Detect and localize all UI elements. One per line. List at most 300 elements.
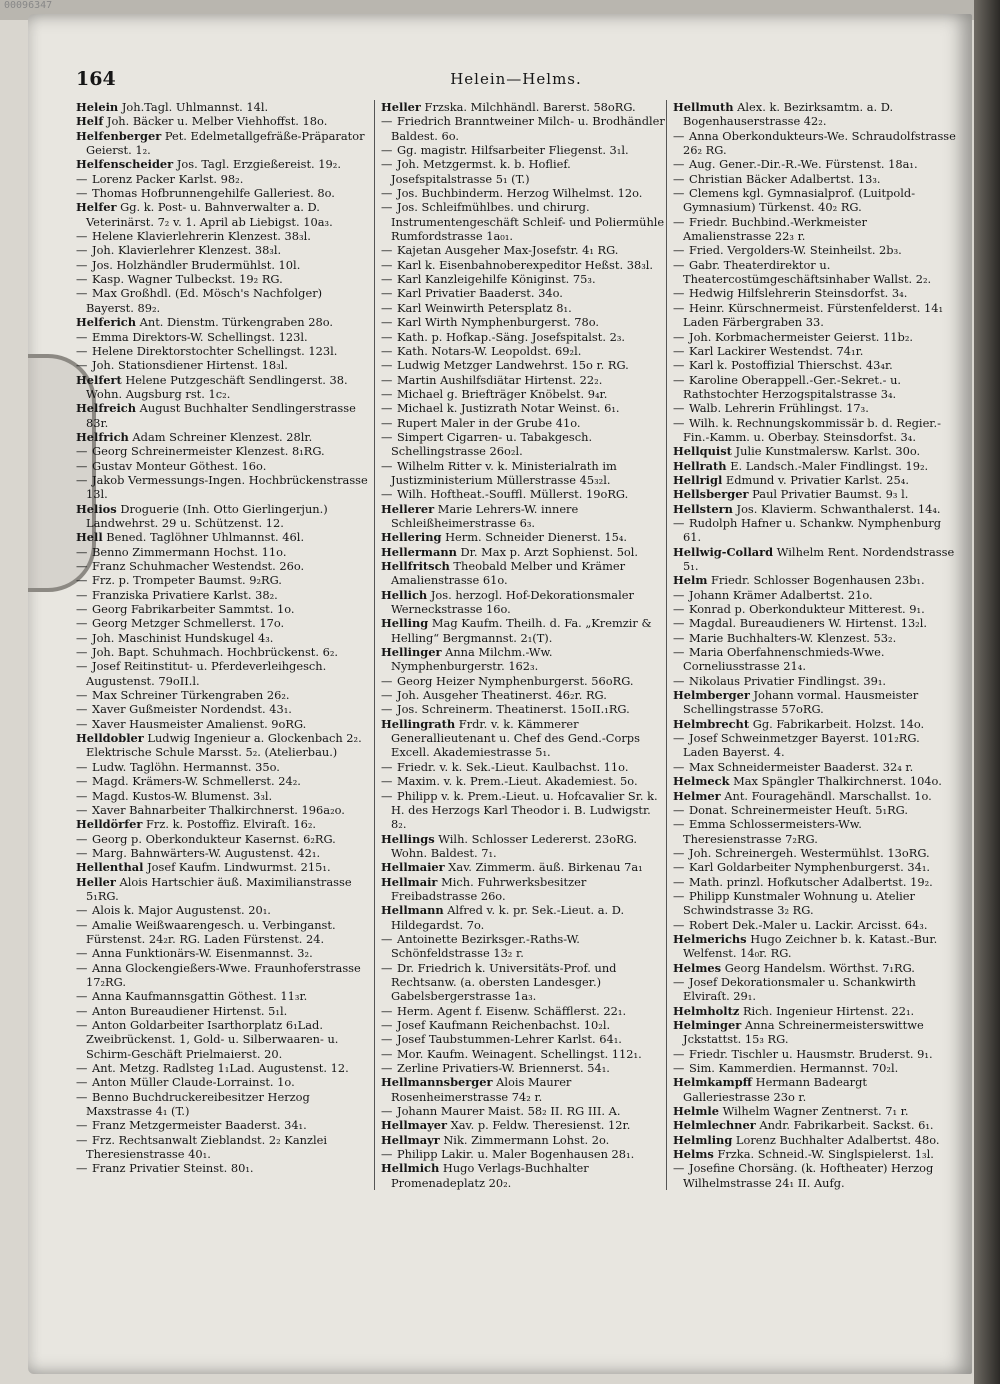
entry-surname: Hellmuth (673, 100, 734, 114)
entry-details: E. Landsch.-Maler Findlingst. 19₂. (730, 458, 929, 473)
entry-surname: Helmbrecht (673, 716, 750, 731)
directory-entry (381, 832, 669, 861)
directory-entry (673, 918, 957, 932)
continuation-dash: — (76, 1089, 88, 1104)
entry-details: Lorenz Packer Karlst. 98₂. (92, 171, 244, 186)
continuation-dash: — (76, 559, 88, 573)
directory-entry (76, 114, 368, 128)
directory-entry (381, 258, 669, 272)
entry-surname: Helldobler (76, 731, 144, 746)
directory-entry (76, 1133, 368, 1162)
entry-details: Anna Oberkondukteurs-We. Schraudolfstrasse 26₂ RG. (683, 128, 956, 158)
directory-entry (673, 172, 957, 186)
entry-details: Pet. Edelmetallgefräße-Präparator Geierst. 1₂. (86, 128, 365, 158)
directory-entry (673, 358, 957, 372)
continuation-dash: — (76, 774, 88, 789)
continuation-dash: — (381, 1003, 393, 1018)
entry-details: Benno Zimmermann Hochst. 11o. (92, 544, 287, 559)
directory-entry (381, 875, 669, 904)
entry-details: Nik. Zimmermann Lohst. 2o. (443, 1132, 610, 1147)
continuation-dash: — (381, 931, 393, 946)
directory-entry (76, 961, 368, 990)
continuation-dash: — (673, 731, 685, 746)
directory-entry (673, 1118, 957, 1132)
entry-details: Josef Dekorationsmaler u. Schankwirth Elviraſt. 29₁. (683, 974, 916, 1004)
continuation-dash: — (673, 372, 685, 387)
entry-surname: Helms (673, 1147, 714, 1162)
continuation-dash: — (381, 243, 393, 258)
continuation-dash: — (76, 759, 88, 774)
directory-entry (381, 200, 669, 243)
directory-entry (381, 688, 669, 702)
entry-details: Herm. Agent f. Eisenw. Schäfflerst. 22₁. (397, 1003, 627, 1018)
entry-surname: Helmeck (673, 774, 730, 789)
entry-details: Kajetan Ausgeher Max-Josefstr. 4₁ RG. (397, 243, 619, 258)
directory-entry (76, 1018, 368, 1061)
entry-details: Anton Müller Claude-Lorrainst. 1o. (92, 1075, 295, 1090)
directory-entry (381, 1075, 669, 1104)
directory-entry (76, 100, 368, 114)
entry-surname: Hellmannsberger (381, 1075, 493, 1090)
entry-surname: Heller (76, 874, 116, 889)
directory-entry (381, 114, 669, 143)
continuation-dash: — (673, 874, 685, 889)
directory-entry (673, 889, 957, 918)
directory-entry (381, 1161, 669, 1190)
continuation-dash: — (76, 845, 88, 860)
entry-details: Franz Metzgermeister Baaderst. 34₁. (92, 1118, 307, 1133)
entry-details: Droguerie (Inh. Otto Gierlingerjun.) Landwehrst. 29 u. Schützenst. 12. (86, 501, 328, 530)
entry-details: Maxim. v. k. Prem.-Lieut. Akademiest. 5o. (397, 774, 638, 789)
entry-surname: Hellings (381, 831, 435, 846)
continuation-dash: — (673, 243, 685, 258)
entry-details: Edmund v. Privatier Karlst. 25₄. (725, 472, 909, 487)
continuation-dash: — (673, 286, 685, 301)
continuation-dash: — (381, 688, 393, 703)
entry-surname: Helldörfer (76, 817, 143, 832)
continuation-dash: — (381, 401, 393, 416)
entry-surname: Helfenberger (76, 128, 162, 143)
directory-entry (76, 344, 368, 358)
directory-entry (76, 373, 368, 402)
entry-details: Xaver Gußmeister Nordendst. 43₁. (92, 702, 292, 717)
entry-details: Math. prinzl. Hofkutscher Adalbertst. 19₂. (689, 874, 933, 889)
entry-surname: Hellquist (673, 444, 732, 459)
directory-entry (381, 932, 669, 961)
entry-details: Thomas Hofbrunnengehilfe Galleriest. 8o. (92, 186, 335, 201)
entry-details: Dr. Max p. Arzt Sophienst. 5ol. (460, 544, 639, 559)
continuation-dash: — (381, 673, 393, 688)
entry-details: Georg Handelsm. Wörthst. 7₁RG. (724, 960, 915, 975)
entry-details: Joh. Schreinergeh. Westermühlst. 13oRG. (689, 845, 930, 860)
entry-details: Ant. Dienstm. Türkengraben 28o. (139, 315, 334, 330)
entry-details: Marie Buchhalters-W. Klenzest. 53₂. (689, 630, 897, 645)
entry-details: Mag Kaufm. Theilh. d. Fa. „Kremzir & Helling“ Bergmannst. 2₁(T). (391, 616, 652, 645)
continuation-dash: — (673, 817, 685, 832)
entry-details: Adam Schreiner Klenzest. 28lr. (132, 429, 313, 444)
directory-entry (381, 459, 669, 488)
continuation-dash: — (76, 1003, 88, 1018)
continuation-dash: — (76, 903, 88, 918)
directory-entry (673, 100, 957, 129)
entry-details: Anna Milchm.-Ww. Nymphenburgerstr. 162₃. (391, 645, 553, 674)
directory-entry (76, 817, 368, 831)
entry-details: Jakob Vermessungs-Ingen. Hochbrückenstrasse 13l. (86, 472, 368, 502)
directory-entry (76, 602, 368, 616)
directory-entry (381, 330, 669, 344)
entry-details: Gg. Fabrikarbeit. Holzst. 14o. (752, 716, 925, 731)
directory-entry (76, 903, 368, 917)
entry-details: Fried. Vergolders-W. Steinheilst. 2b₃. (689, 243, 902, 258)
entry-surname: Helminger (673, 1018, 742, 1032)
directory-entry (673, 373, 957, 402)
continuation-dash: — (76, 358, 88, 373)
continuation-dash: — (76, 329, 88, 344)
continuation-dash: — (76, 171, 88, 186)
continuation-dash: — (673, 802, 685, 817)
directory-entry (381, 1061, 669, 1075)
directory-entry (76, 731, 368, 760)
entry-surname: Hellstern (673, 501, 733, 516)
directory-entry (381, 1032, 669, 1046)
entry-details: Hugo Verlags-Buchhalter Promenadeplatz 20₂. (391, 1161, 589, 1190)
directory-entry (673, 301, 957, 330)
continuation-dash: — (76, 688, 88, 703)
entry-details: Jos. Schreinerm. Theatinerst. 15oII.₁RG. (397, 702, 630, 717)
entry-details: Wilhelm Rent. Nordendstrasse 5₁. (683, 544, 955, 573)
entry-details: Antoinette Bezirksger.-Raths-W. Schönfeldstrasse 13₂ r. (391, 931, 580, 961)
continuation-dash: — (673, 616, 685, 631)
directory-entry (381, 1133, 669, 1147)
directory-entry (76, 803, 368, 817)
continuation-dash: — (76, 458, 88, 473)
continuation-dash: — (381, 286, 393, 301)
directory-entry (381, 401, 669, 415)
directory-entry (381, 559, 669, 588)
entry-details: Johann vormal. Hausmeister Schellingstrasse 57oRG. (683, 688, 919, 717)
entry-details: Philipp Lakir. u. Maler Bogenhausen 28₁. (397, 1147, 635, 1162)
directory-entry (673, 717, 957, 731)
directory-entry (381, 430, 669, 459)
entry-details: Xav. Zimmerm. äuß. Birkenau 7a₁ (448, 860, 643, 875)
entry-details: Georg p. Oberkondukteur Kasernst. 6₂RG. (92, 831, 336, 846)
entry-surname: Hellmair (381, 874, 438, 889)
continuation-dash: — (673, 1161, 685, 1176)
entry-details: Johann Maurer Maist. 58₂ II. RG III. A. (397, 1104, 621, 1119)
directory-entry (381, 358, 669, 372)
continuation-dash: — (381, 300, 393, 315)
entry-details: Xaver Hausmeister Amalienst. 9oRG. (92, 716, 307, 731)
continuation-dash: — (381, 1046, 393, 1061)
directory-entry (76, 473, 368, 502)
entry-details: Walb. Lehrerin Frühlingst. 17₃. (689, 401, 869, 416)
entry-details: Julie Kunstmalersw. Karlst. 30o. (735, 444, 921, 459)
continuation-dash: — (673, 329, 685, 344)
entry-details: Magdal. Bureaudieners W. Hirtenst. 13₂l. (689, 616, 928, 631)
continuation-dash: — (381, 774, 393, 789)
directory-entry (76, 860, 368, 874)
directory-entry (76, 315, 368, 329)
entry-details: Alois k. Major Augustenst. 20₁. (92, 903, 271, 918)
directory-entry (76, 1061, 368, 1075)
directory-entry (381, 243, 669, 257)
entry-details: Karoline Oberappell.-Ger.-Sekret.- u. Rathstochter Herzogspitalstrasse 3₄. (683, 372, 902, 401)
directory-entry (76, 530, 368, 544)
continuation-dash: — (673, 401, 685, 416)
entry-details: Joh.Tagl. Uhlmannst. 14l. (121, 100, 269, 114)
entry-surname: Hellrigl (673, 472, 723, 487)
entry-details: Christian Bäcker Adalbertst. 13₃. (689, 171, 881, 186)
entry-surname: Hellerer (381, 501, 435, 516)
continuation-dash: — (381, 315, 393, 330)
continuation-dash: — (673, 128, 685, 143)
entry-details: Joh. Bapt. Schuhmach. Hochbrückenst. 6₂. (92, 645, 339, 660)
directory-entry (76, 1075, 368, 1089)
entry-details: Gg. k. Post- u. Bahnverwalter a. D. Veterinärst. 7₂ v. 1. April ab Liebigst. 10a₃. (86, 200, 333, 229)
directory-entry (673, 473, 957, 487)
directory-entry (76, 573, 368, 587)
entry-details: Donat. Schreinermeister Heuſt. 5₁RG. (689, 802, 908, 817)
continuation-dash: — (673, 974, 685, 989)
directory-entry (673, 1075, 957, 1104)
continuation-dash: — (76, 645, 88, 660)
directory-entry (381, 616, 669, 645)
entry-details: Mor. Kaufm. Weinagent. Schellingst. 112₁. (397, 1046, 642, 1061)
directory-entry (673, 573, 957, 587)
directory-entry (673, 645, 957, 674)
entry-details: Mich. Fuhrwerksbesitzer Freibadstrasse 26o. (391, 874, 587, 903)
directory-entry (381, 717, 669, 760)
entry-details: Jos. Klavierm. Schwanthalerst. 14₄. (736, 501, 941, 516)
entry-details: Andr. Fabrikarbeit. Sackst. 6₁. (759, 1118, 934, 1133)
entry-details: Hedwig Hilfslehrerin Steinsdorfst. 3₄. (689, 286, 908, 301)
continuation-dash: — (673, 860, 685, 875)
continuation-dash: — (673, 358, 685, 373)
continuation-dash: — (381, 386, 393, 401)
directory-entry (673, 875, 957, 889)
directory-entry (673, 961, 957, 975)
entry-details: Josefine Chorsäng. (k. Hoftheater) Herzog Wilhelmstrasse 24₁ II. Aufg. (683, 1161, 934, 1190)
directory-entry (673, 760, 957, 774)
entry-details: Theobald Melber und Krämer Amalienstrasse 61o. (391, 559, 626, 588)
continuation-dash: — (673, 257, 685, 272)
directory-entry (673, 157, 957, 171)
entry-details: Josef Reitinstitut- u. Pferdeverleihgesch. Augustenst. 79oII.l. (86, 659, 327, 688)
entry-details: Josef Kaufmann Reichenbachst. 10₂l. (397, 1018, 611, 1032)
continuation-dash: — (381, 759, 393, 774)
entry-details: Franz Schuhmacher Westendst. 26o. (92, 559, 305, 573)
entry-surname: Helmle (673, 1104, 719, 1119)
continuation-dash: — (673, 845, 685, 860)
directory-entry (76, 286, 368, 315)
entry-details: Robert Dek.-Maler u. Lackir. Arcisst. 64₃. (689, 917, 928, 932)
entry-details: Hermann Badeargt Galleriestrasse 23o r. (683, 1075, 867, 1104)
entry-surname: Helein (76, 100, 119, 114)
directory-entry (673, 502, 957, 516)
entry-details: Georg Heizer Nymphenburgerst. 56oRG. (397, 673, 634, 688)
entry-surname: Helmer (673, 788, 721, 803)
continuation-dash: — (381, 1147, 393, 1162)
entry-details: Dr. Friedrich k. Universitäts-Prof. und Rechtsanw. (a. obersten Landesger.) Gabelsbergerstrasse 1a₃. (391, 960, 617, 1004)
directory-entry (76, 1118, 368, 1132)
directory-entry (381, 674, 669, 688)
entry-surname: Helmes (673, 960, 722, 975)
directory-entry (381, 702, 669, 716)
entry-details: Magd. Krämers-W. Schmellerst. 24₂. (92, 774, 301, 789)
entry-details: Karl Lackirer Westendst. 74₁r. (689, 343, 864, 358)
entry-details: Wilh. k. Rechnungskommissär b. d. Regier.-Fin.-Kamm. u. Oberbay. Steinsdorfst. 3₄. (683, 415, 941, 444)
page-header (76, 68, 956, 94)
entry-details: Anton Bureaudiener Hirtenst. 5₁l. (92, 1003, 288, 1018)
entry-details: Marg. Bahnwärters-W. Augustenst. 42₁. (92, 845, 321, 860)
directory-entry (76, 502, 368, 531)
entry-details: Gg. magistr. Hilfsarbeiter Fliegenst. 3₁l. (397, 143, 629, 158)
entry-surname: Hellenthal (76, 860, 144, 875)
entry-details: Ludw. Taglöhn. Hermannst. 35o. (92, 759, 280, 774)
continuation-dash: — (76, 1118, 88, 1133)
continuation-dash: — (76, 573, 88, 588)
continuation-dash: — (673, 214, 685, 229)
continuation-dash: — (76, 1018, 88, 1032)
directory-entry (673, 186, 957, 215)
continuation-dash: — (76, 444, 88, 459)
directory-entry (673, 774, 957, 788)
entry-details: Wilh. Hoftheat.-Souffl. Müllerst. 19oRG. (397, 487, 629, 502)
continuation-dash: — (673, 415, 685, 430)
directory-entry (673, 129, 957, 158)
continuation-dash: — (673, 917, 685, 932)
directory-entry (76, 789, 368, 803)
directory-entry (381, 344, 669, 358)
directory-entry (381, 789, 669, 832)
directory-entry (673, 1061, 957, 1075)
continuation-dash: — (76, 716, 88, 731)
directory-entry (76, 172, 368, 186)
directory-entry (76, 186, 368, 200)
directory-entry (76, 645, 368, 659)
directory-column-3 (666, 100, 957, 1190)
continuation-dash: — (381, 272, 393, 287)
entry-details: Martin Aushilfsdiätar Hirtenst. 22₂. (397, 372, 603, 387)
directory-entry (673, 1104, 957, 1118)
entry-details: Frz. Rechtsanwalt Zieblandst. 2₂ Kanzlei Theresienstrasse 40₁. (86, 1132, 327, 1162)
entry-surname: Hellwig-Collard (673, 544, 774, 559)
entry-details: Joh. Ausgeher Theatinerst. 46₂r. RG. (397, 688, 607, 703)
directory-entry (673, 616, 957, 630)
directory-entry (673, 243, 957, 257)
directory-entry (76, 588, 368, 602)
entry-surname: Helios (76, 501, 117, 516)
entry-surname: Heller (381, 100, 421, 114)
directory-entry (76, 846, 368, 860)
entry-details: Lorenz Buchhalter Adalbertst. 48o. (735, 1132, 940, 1147)
directory-entry (381, 588, 669, 617)
directory-entry (76, 330, 368, 344)
directory-entry (76, 545, 368, 559)
directory-entry (76, 401, 368, 430)
continuation-dash: — (381, 1061, 393, 1076)
directory-entry (381, 373, 669, 387)
directory-entry (76, 272, 368, 286)
continuation-dash: — (76, 472, 88, 487)
entry-details: Karl Wirth Nymphenburgerst. 78o. (397, 315, 600, 330)
entry-surname: Hellering (381, 530, 442, 545)
entry-details: August Buchhalter Sendlingerstrasse 83r. (86, 401, 356, 430)
directory-entry (673, 1004, 957, 1018)
directory-entry (381, 530, 669, 544)
directory-entry (673, 602, 957, 616)
continuation-dash: — (76, 630, 88, 645)
directory-entry (673, 1018, 957, 1047)
directory-entry (673, 731, 957, 760)
continuation-dash: — (381, 186, 393, 201)
entry-surname: Hellinger (381, 645, 442, 660)
directory-entry (76, 1090, 368, 1119)
entry-details: Nikolaus Privatier Findlingst. 39₁. (689, 673, 887, 688)
entry-details: Anton Goldarbeiter Isarthorplatz 6₁Lad. Zweibrückenst. 1, Gold- u. Silberwaaren- u. Schirm-Geschäft Prielmaierst. 20. (86, 1018, 339, 1061)
entry-details: Joh. Korbmachermeister Geierst. 11b₂. (689, 329, 914, 344)
directory-entry (76, 918, 368, 947)
continuation-dash: — (381, 1032, 393, 1047)
directory-entry (76, 1161, 368, 1175)
entry-details: Josef Taubstummen-Lehrer Karlst. 64₁. (397, 1032, 622, 1047)
directory-entry (673, 286, 957, 300)
directory-entry (673, 688, 957, 717)
entry-details: Zerline Privatiers-W. Briennerst. 54₁. (397, 1061, 610, 1076)
continuation-dash: — (76, 186, 88, 201)
continuation-dash: — (673, 157, 685, 172)
entry-details: Philipp Kunstmaler Wohnung u. Atelier Schwindstrasse 3₂ RG. (683, 888, 915, 918)
directory-entry (673, 401, 957, 415)
directory-entry (381, 387, 669, 401)
directory-entry (76, 229, 368, 243)
entry-details: Helene Klavierlehrerin Klenzest. 38₃l. (92, 229, 311, 244)
entry-surname: Hellmich (381, 1161, 440, 1176)
entry-surname: Helmling (673, 1132, 733, 1147)
directory-column-1 (76, 100, 368, 1176)
directory-entry (673, 588, 957, 602)
entry-details: Rudolph Hafner u. Schankw. Nymphenburg 61. (683, 515, 942, 545)
entry-surname: Helm (673, 573, 708, 588)
directory-entry (381, 760, 669, 774)
continuation-dash: — (381, 329, 393, 344)
entry-surname: Helfreich (76, 401, 137, 416)
entry-details: Paul Privatier Baumst. 9₃ l. (752, 487, 909, 502)
continuation-dash: — (76, 616, 88, 631)
entry-details: Joh. Maschinist Hundskugel 4₃. (92, 630, 274, 645)
continuation-dash: — (76, 831, 88, 846)
continuation-dash: — (673, 515, 685, 530)
entry-details: Wilh. Schlosser Ledererst. 23oRG. Wohn. Baldest. 7₁. (391, 831, 638, 860)
directory-entry (76, 444, 368, 458)
directory-entry (673, 545, 957, 574)
continuation-dash: — (381, 157, 393, 172)
continuation-dash: — (381, 487, 393, 502)
continuation-dash: — (673, 171, 685, 186)
entry-details: Johann Krämer Adalbertst. 21o. (689, 587, 873, 602)
directory-entry (673, 444, 957, 458)
continuation-dash: — (381, 358, 393, 373)
entry-surname: Helfrich (76, 429, 129, 444)
directory-entry (76, 946, 368, 960)
running-head: Helein—Helms. (450, 70, 582, 88)
directory-entry (76, 129, 368, 158)
continuation-dash: — (673, 300, 685, 315)
entry-details: Wilhelm Wagner Zentnerst. 7₁ r. (722, 1104, 909, 1119)
entry-details: Konrad p. Oberkondukteur Mitterest. 9₁. (689, 602, 925, 617)
directory-entry (76, 760, 368, 774)
directory-entry (673, 803, 957, 817)
